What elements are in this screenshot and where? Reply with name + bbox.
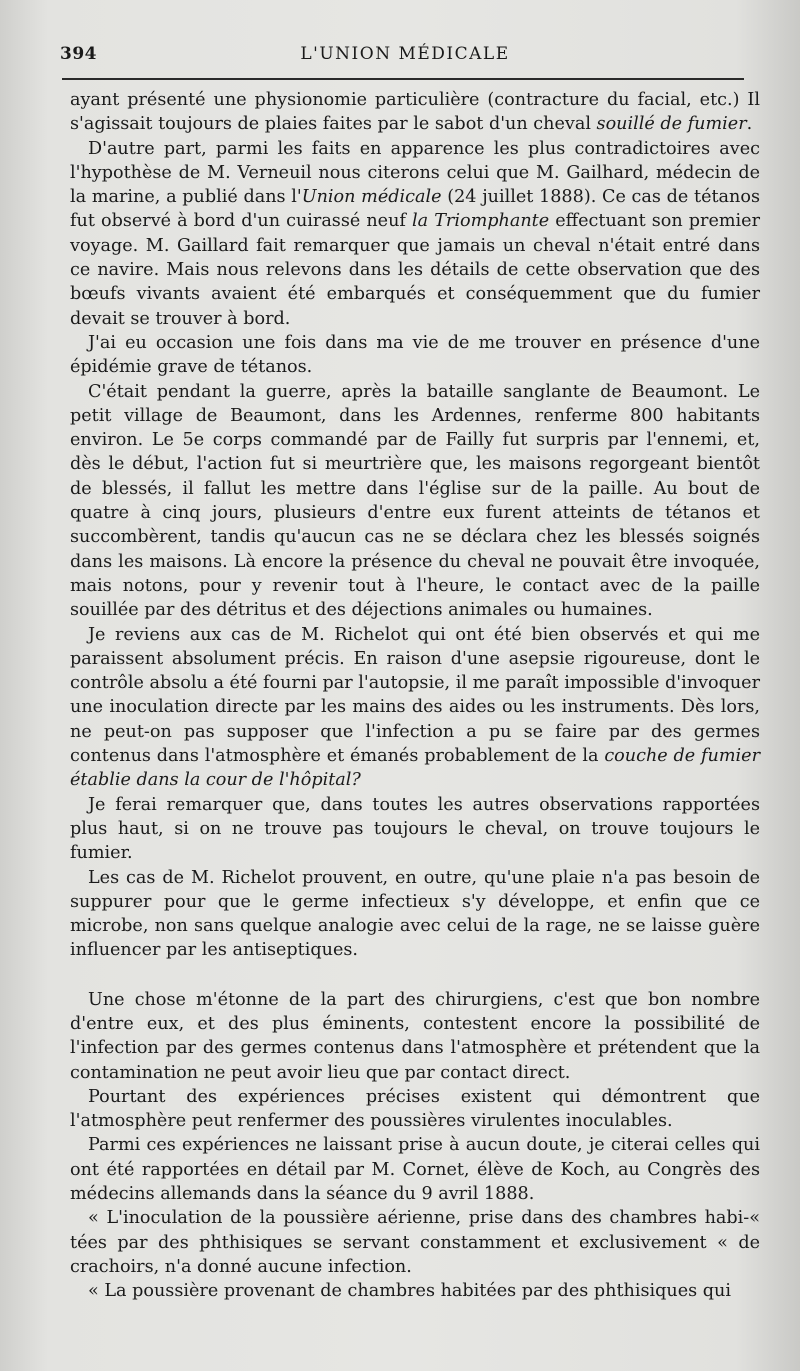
quotation-2: « La poussière provenant de chambres habitées par des phthisiques qui — [88, 1281, 731, 1302]
journal-title: Union médicale — [301, 187, 442, 208]
paragraph-1: ayant présenté une physionomie particulière (contracture du facial, etc.) Il s'agissait toujours de plaies faites par le sabot d'un cheval souillé de fumier. — [70, 90, 760, 135]
italic-phrase: couche de fumier établie dans la cour de l'hôpital? — [70, 746, 760, 791]
italic-phrase: souillé de fumier — [596, 114, 747, 135]
paragraph-8: Une chose m'étonne de la part des chirurgiens, c'est que bon nombre d'entre eux, et des plus éminents, contestent encore la possibilité de l'infection par des germes contenus dans l'atmosphère et prétendent que la contamination ne peut avoir lieu que par contact direct. — [70, 989, 760, 1083]
paragraph-7: Les cas de M. Richelot prouvent, en outre, qu'une plaie n'a pas besoin de suppurer pour que le germe infectieux s'y développe, et enfin que ce microbe, non sans quelque analogie avec celui de la rage, ne se laisse guère influencer par les antiseptiques. — [70, 867, 760, 961]
paragraph-2: D'autre part, parmi les faits en apparence les plus contradictoires avec l'hypothèse de M. Verneuil nous citerons celui que M. Gailhard, médecin de la marine, a publié dans l'Union médicale (24 juillet 1888). Ce cas de tétanos fut observé à bord d'un cuirassé neuf la Triomphante effectuant son premier voyage. M. Gaillard fait remarquer que jamais un cheval n'était entré dans ce navire. Mais nous relevons dans les détails de cette observation que des bœufs vivants avaient été embarqués et conséquemment que du fumier devait se trouver à bord. — [70, 138, 761, 329]
paragraph-10: Parmi ces expériences ne laissant prise à aucun doute, je citerai celles qui ont été rapportées en détail par M. Cornet, élève de Koch, au Congrès des médecins allemands dans la séance du 9 avril 1888. — [70, 1135, 760, 1205]
paragraph-4: C'était pendant la guerre, après la bataille sanglante de Beaumont. Le petit village de Beaumont, dans les Ardennes, renferme 800 habitants environ. Le 5e corps commandé par de Failly fut surpris par l'ennemi, et, dès le début, l'action fut si meurtrière que, les maisons regorgeant bientôt de blessés, il fallut les mettre dans l'église sur de la paille. Au bout de quatre à cinq jours, plusieurs d'entre eux furent atteints de tétanos et succombèrent, tandis qu'aucun cas ne se déclara chez les blessés soignés dans les maisons. Là encore la présence du cheval ne pouvait être invoquée, mais notons, pour y revenir tout à l'heure, le contact avec de la paille souillée par des détritus et des déjections animales ou humaines. — [70, 381, 760, 621]
section-spacer — [70, 963, 760, 988]
page-header — [60, 44, 750, 74]
page-number: 394 — [60, 44, 97, 64]
paragraph-6: Je ferai remarquer que, dans toutes les autres observations rapportées plus haut, si on ne trouve pas toujours le cheval, on trouve toujours le fumier. — [70, 794, 760, 864]
paragraph-5: Je reviens aux cas de M. Richelot qui ont été bien observés et qui me paraissent absolument précis. En raison d'une asepsie rigoureuse, dont le contrôle absolu a été fourni par l'autopsie, il me paraît impossible d'invoquer une inoculation directe par les mains des aides ou les instruments. Dès lors, ne peut-on pas supposer que l'infection a pu se faire par des germes contenus dans l'atmosphère et émanés probablement de la couche de fumier établie dans la cour de l'hôpital? — [70, 624, 760, 791]
quotation-1: « L'inoculation de la poussière aérienne, prise dans des chambres habi-« tées par des phthisiques se servant constamment et exclusivement « de crachoirs, n'a donné aucune infection. — [70, 1208, 760, 1277]
running-title: L'UNION MÉDICALE — [300, 44, 510, 64]
ship-name: la Triomphante — [412, 211, 550, 232]
body-text — [70, 88, 760, 1304]
header-rule — [62, 78, 744, 80]
paragraph-9: Pourtant des expériences précises existent qui démontrent que l'atmosphère peut renfermer des poussières virulentes inoculables. — [70, 1086, 760, 1132]
paragraph-3: J'ai eu occasion une fois dans ma vie de me trouver en présence d'une épidémie grave de tétanos. — [70, 332, 760, 378]
